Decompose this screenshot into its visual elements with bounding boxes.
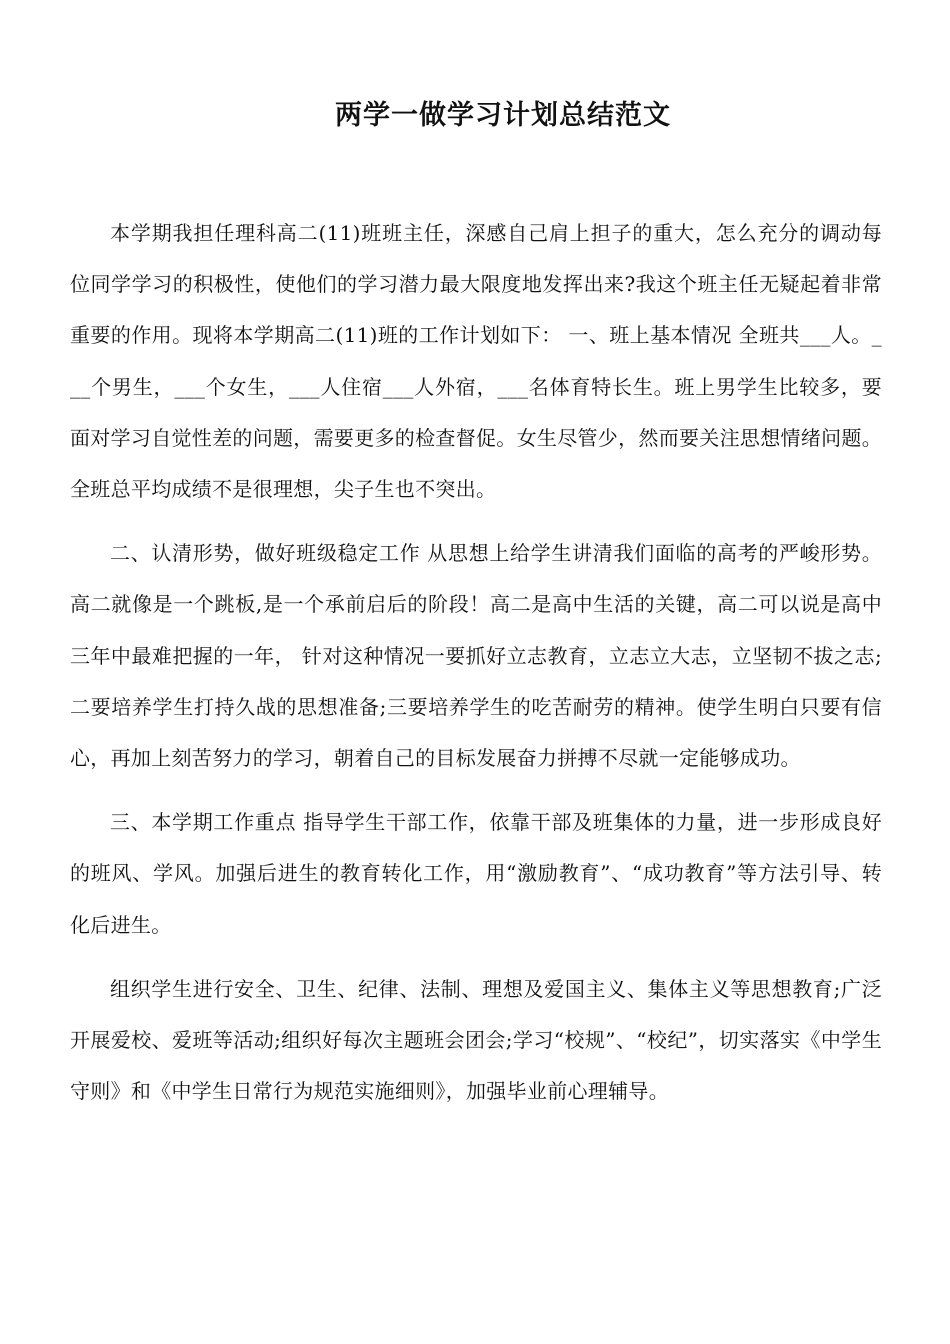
document-body (70, 208, 882, 1130)
paragraph-situation: 二、认清形势，做好班级稳定工作 从思想上给学生讲清我们面临的高考的严峻形势。高二就像是一个跳板,是一个承前启后的阶段！高二是高中生活的关键，高二可以说是高中三年中最难把握的一年， 针对这种情况一要抓好立志教育，立志立大志，立坚韧不拔之志;二要培养学生打持久战的思想准备;三要培养学生的吃苦耐劳的精神。使学生明白只要有信心，再加上刻苦努力的学习，朝着自己的目标发展奋力拼搏不尽就一定能够成功。 (70, 541, 882, 771)
document-title: 两学一做学习计划总结范文 (335, 100, 671, 131)
paragraph-activities: 组织学生进行安全、卫生、纪律、法制、理想及爱国主义、集体主义等思想教育;广泛开展爱校、爱班等活动;组织好每次主题班会团会;学习“校规”、“校纪”，切实落实《中学生守则》和《中学生日常行为规范实施细则》，加强毕业前心理辅导。 (70, 976, 882, 1104)
paragraph-work-focus: 三、本学期工作重点 指导学生干部工作，依靠干部及班集体的力量，进一步形成良好的班风、学风。加强后进生的教育转化工作，用“激励教育”、“成功教育”等方法引导、转化后进生。 (70, 810, 882, 937)
paragraph-class-overview: 本学期我担任理科高二(11)班班主任，深感自己肩上担子的重大，怎么充分的调动每位同学学习的积极性，使他们的学习潜力最大限度地发挥出来?我这个班主任无疑起着非常重要的作用。现将本学期高二(11)班的工作计划如下： 一、班上基本情况 全班共___人。___个男生，___个女生，___人住宿___人外宿，___名体育特长生。班上男学生比较多，要面对学习自觉性差的问题，需要更多的检查督促。女生尽管少，然而要关注思想情绪问题。全班总平均成绩不是很理想，尖子生也不突出。 (70, 221, 882, 502)
